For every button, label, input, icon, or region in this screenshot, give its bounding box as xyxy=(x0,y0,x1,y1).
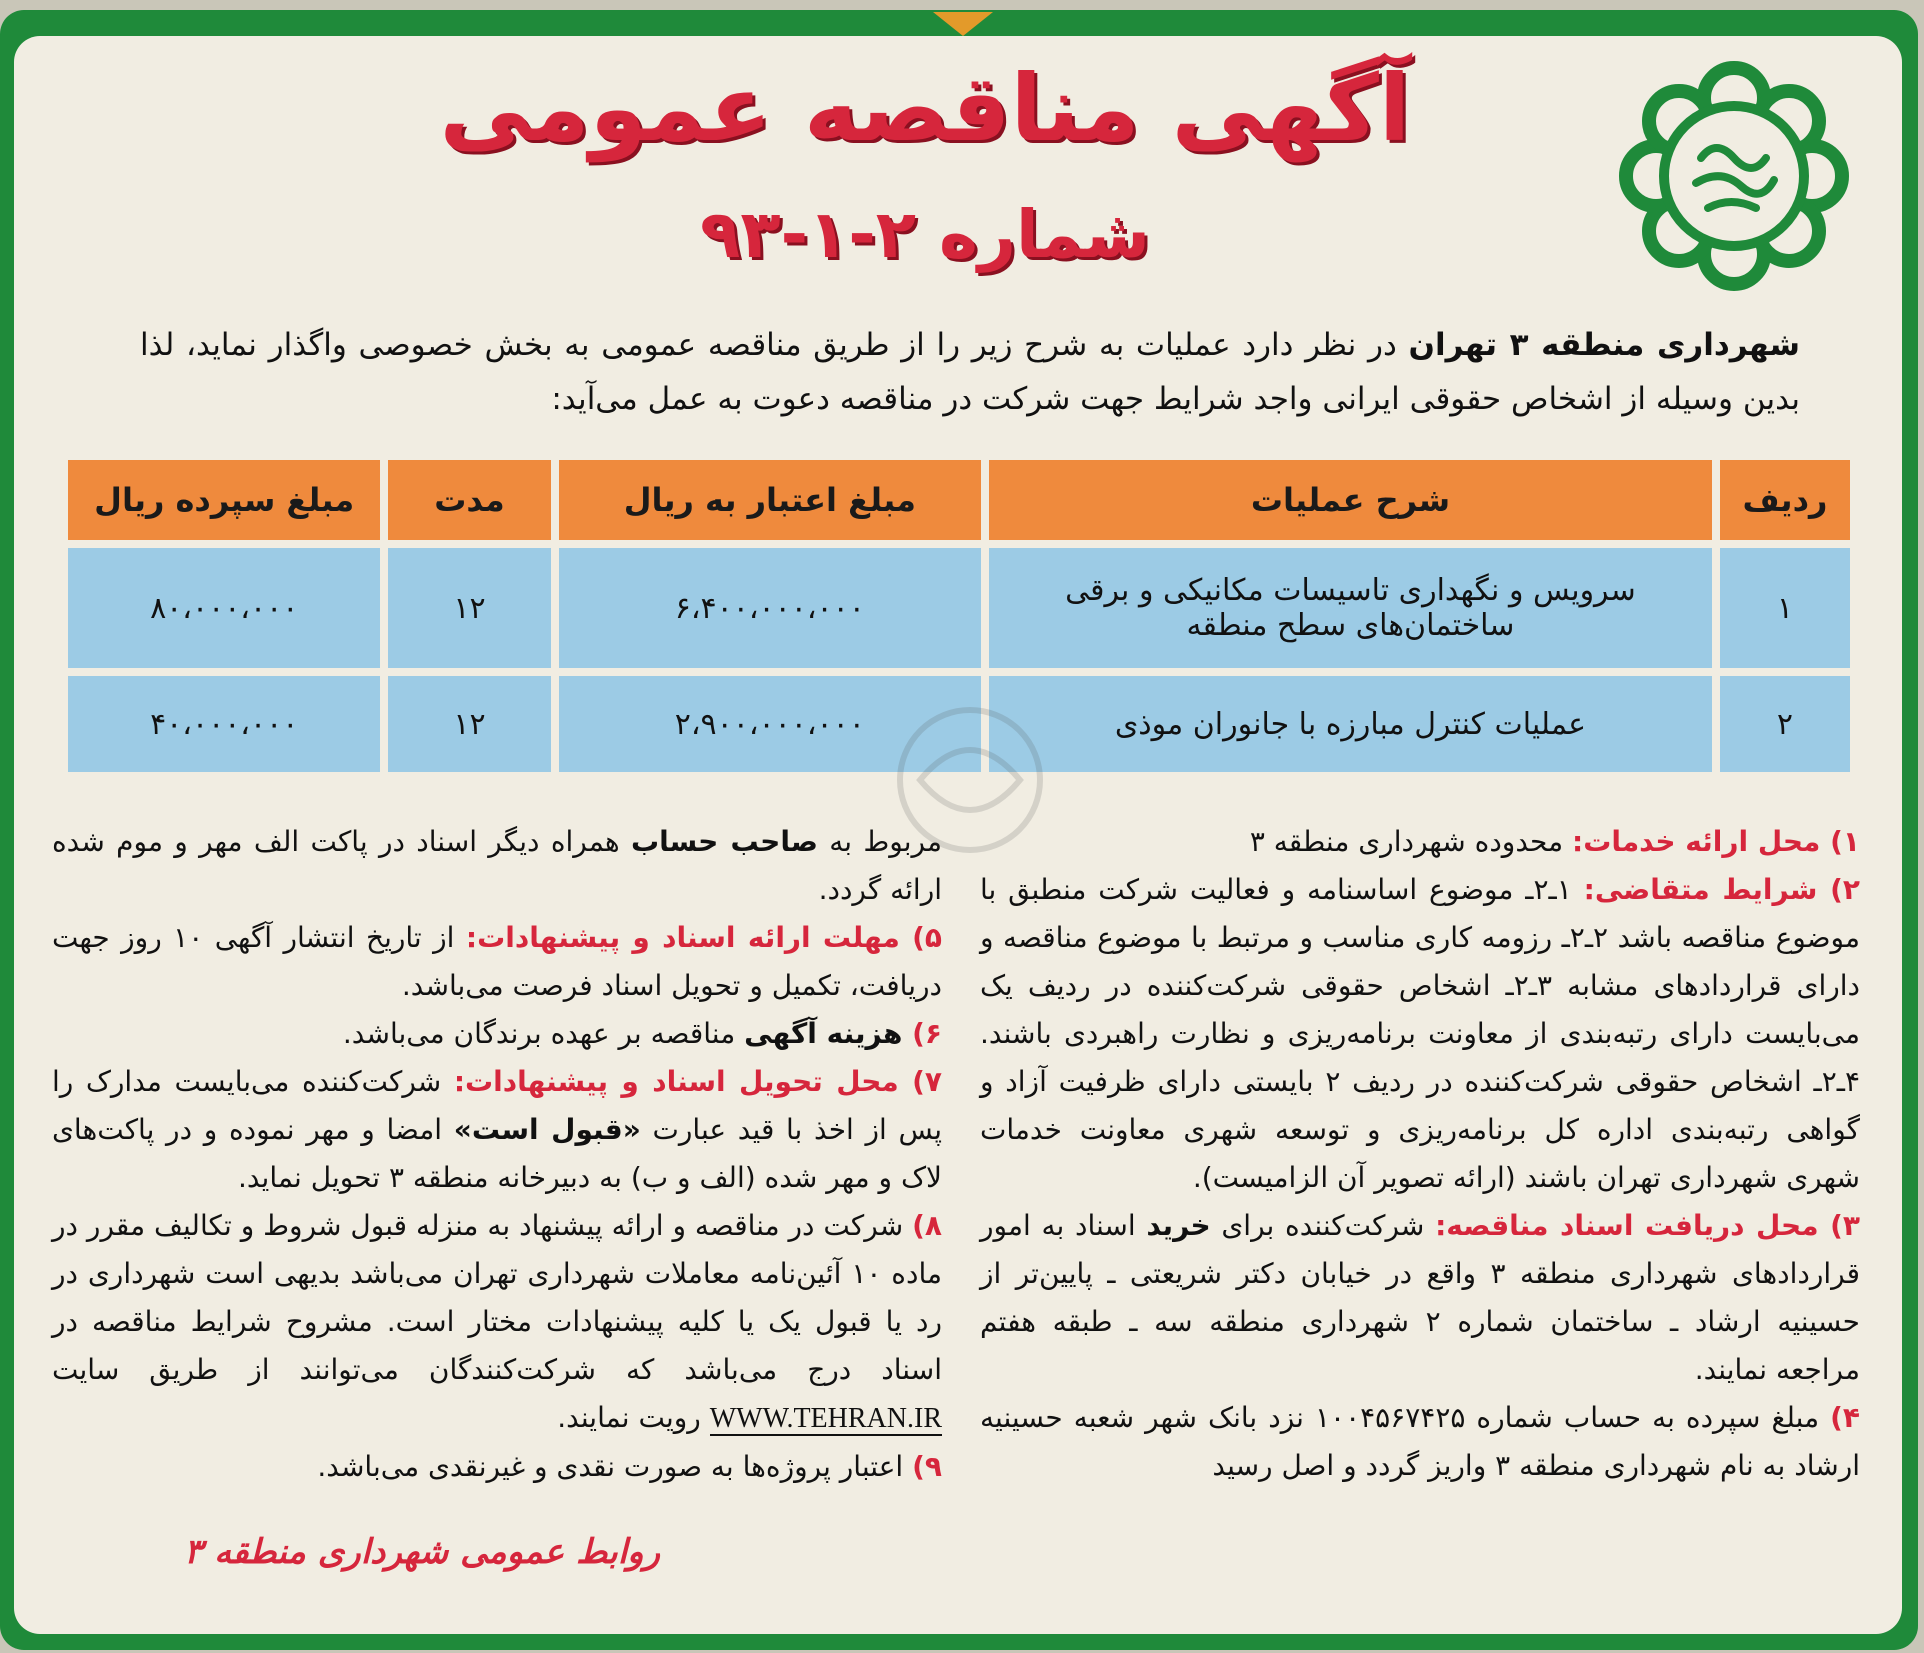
row-deposit: ۸۰،۰۰۰،۰۰۰ xyxy=(68,548,380,668)
header-duration: مدت xyxy=(388,460,550,540)
row-description: سرویس و نگهداری تاسیسات مکانیکی و برقی ساختمان‌های سطح منطقه xyxy=(989,548,1712,668)
section-3-text-b: اسناد به امور قراردادهای شهرداری منطقه ۳ واقع در خیابان دکتر شریعتی ـ پایین‌تر از حسینیه ارشاد ـ ساختمان شماره ۲ شهرداری منطقه سه ـ طبقه هفتم مراجعه نمایند. xyxy=(980,1209,1861,1386)
continuation-text-b: همراه دیگر اسناد در پاکت الف مهر و موم شده ارائه گردد. xyxy=(52,825,942,906)
intro-text: در نظر دارد عملیات به شرح زیر را از طریق مناقصه عمومی به بخش خصوصی واگذار نماید، لذا بدین وسیله از اشخاص حقوقی ایرانی واجد شرایط جهت شرکت در مناقصه دعوت به عمل می‌آید: xyxy=(140,327,1800,417)
public-relations-signature: روابط عمومی شهرداری منطقه ۳ xyxy=(183,1532,660,1572)
section-6-text: مناقصه بر عهده برندگان می‌باشد. xyxy=(342,1017,745,1050)
left-column-text xyxy=(52,818,942,1491)
section-2-heading: ۲) شرایط متقاضی: xyxy=(1583,873,1860,906)
section-7-text-a: شرکت‌کننده می‌بایست مدارک را پس از اخذ با قید عبارت xyxy=(52,1065,942,1146)
notice-title: آگهی مناقصه عمومی xyxy=(439,55,1411,162)
section-6 xyxy=(52,1010,942,1058)
section-3-bold: خرید xyxy=(1146,1209,1211,1242)
tehran-municipality-logo xyxy=(1616,58,1852,294)
row-description: عملیات کنترل مبارزه با جانوران موذی xyxy=(989,676,1712,772)
section-8-text-b: رویت نمایند. xyxy=(557,1401,710,1434)
table-row xyxy=(68,548,1850,668)
tender-number: شماره ۲-۱-۹۳ xyxy=(700,196,1150,273)
row-duration: ۱۲ xyxy=(388,548,550,668)
section-8-heading: ۸) xyxy=(912,1209,942,1242)
section-5-heading: ۵) مهلت ارائه اسناد و پیشنهادات: xyxy=(465,921,943,954)
section-6-bold: هزینه آگهی xyxy=(744,1017,913,1050)
section-8 xyxy=(52,1202,942,1443)
section-8-text-a: شرکت در مناقصه و ارائه پیشنهاد به منزله قبول شروط و تکالیف مقرر در ماده ۱۰ آئین‌نامه معاملات شهرداری تهران می‌باشد بدیهی است شهرداری در رد یا قبول یک یا کلیه پیشنهادات مختار است. مشروح شرایط مناقصه در اسناد درج می‌باشد که شرکت‌کنندگان می‌توانند از طریق سایت xyxy=(52,1209,942,1386)
section-2 xyxy=(980,866,1860,1202)
table-header-row xyxy=(68,460,1850,540)
section-2-text: ۱ـ۲ـ موضوع اساسنامه و فعالیت شرکت منطبق با موضوع مناقصه باشد ۲ـ۲ـ رزومه کاری مناسب و مرتبط با موضوع مناقصه و دارای قراردادهای مشابه ۳ـ۲ـ اشخاص حقوقی شرکت‌کننده در ردیف یک می‌بایست دارای رتبه‌بندی از معاونت برنامه‌ریزی و نظارت راهبردی باشند. ۴ـ۲ـ اشخاص حقوقی شرکت‌کننده در ردیف ۲ بایستی دارای ظرفیت آزاد و گواهی رتبه‌بندی اداره کل برنامه‌ریزی و توسعه شهری معاونت خدمات شهری شهرداری تهران باشند (ارائه تصویر آن الزامیست). xyxy=(980,873,1861,1194)
section-3-text-a: شرکت‌کننده برای xyxy=(1210,1209,1436,1242)
watermark-logo xyxy=(790,690,1150,870)
intro-paragraph xyxy=(140,318,1800,426)
right-column-text xyxy=(980,818,1860,1490)
section-1-text: محدوده شهرداری منطقه ۳ xyxy=(1249,825,1572,858)
header-row-number: ردیف xyxy=(1720,460,1850,540)
section-9-text: اعتبار پروژه‌ها به صورت نقدی و غیرنقدی می‌باشد. xyxy=(317,1450,913,1483)
section-9 xyxy=(52,1443,942,1491)
section-5 xyxy=(52,914,942,1010)
section-7-text-b: امضا و مهر نموده و در پاکت‌های لاک و مهر شده (الف و ب) به دبیرخانه منطقه ۳ تحویل نماید. xyxy=(52,1113,942,1194)
continuation-bold: صاحب حساب xyxy=(631,825,818,858)
top-notch-marker xyxy=(933,12,993,36)
row-duration: ۱۲ xyxy=(388,676,550,772)
header-deposit: مبلغ سپرده ریال xyxy=(68,460,380,540)
section-4-text: مبلغ سپرده به حساب شماره ۱۰۰۴۵۶۷۴۲۵ نزد بانک شهر شعبه حسینیه ارشاد به نام شهرداری منطقه ۳ واریز گردد و اصل رسید xyxy=(980,1401,1860,1482)
section-3-heading: ۳) محل دریافت اسناد مناقصه: xyxy=(1435,1209,1860,1242)
section-5-text: از تاریخ انتشار آگهی ۱۰ روز جهت دریافت، تکمیل و تحویل اسناد فرصت می‌باشد. xyxy=(52,921,942,1002)
tehran-website-link[interactable]: WWW.TEHRAN.IR xyxy=(709,1403,942,1434)
intro-lead: شهرداری منطقه ۳ تهران xyxy=(1408,327,1800,363)
row-credit: ۲،۹۰۰،۰۰۰،۰۰۰ xyxy=(559,676,981,772)
section-3 xyxy=(980,1202,1860,1394)
row-number: ۱ xyxy=(1720,548,1850,668)
section-4 xyxy=(980,1394,1860,1490)
row-credit: ۶،۴۰۰،۰۰۰،۰۰۰ xyxy=(559,548,981,668)
section-9-heading: ۹) xyxy=(912,1450,942,1483)
section-4-heading: ۴) xyxy=(1830,1401,1860,1434)
section-7 xyxy=(52,1058,942,1202)
section-1-heading: ۱) محل ارائه خدمات: xyxy=(1572,825,1860,858)
continuation-text-a: مربوط به xyxy=(817,825,942,858)
header-credit: مبلغ اعتبار به ریال xyxy=(559,460,981,540)
section-7-heading: ۷) محل تحویل اسناد و پیشنهادات: xyxy=(453,1065,942,1098)
section-7-bold: «قبول است» xyxy=(453,1113,641,1146)
row-deposit: ۴۰،۰۰۰،۰۰۰ xyxy=(68,676,380,772)
header-description: شرح عملیات xyxy=(989,460,1712,540)
row-number: ۲ xyxy=(1720,676,1850,772)
section-6-heading: ۶) xyxy=(912,1017,942,1050)
